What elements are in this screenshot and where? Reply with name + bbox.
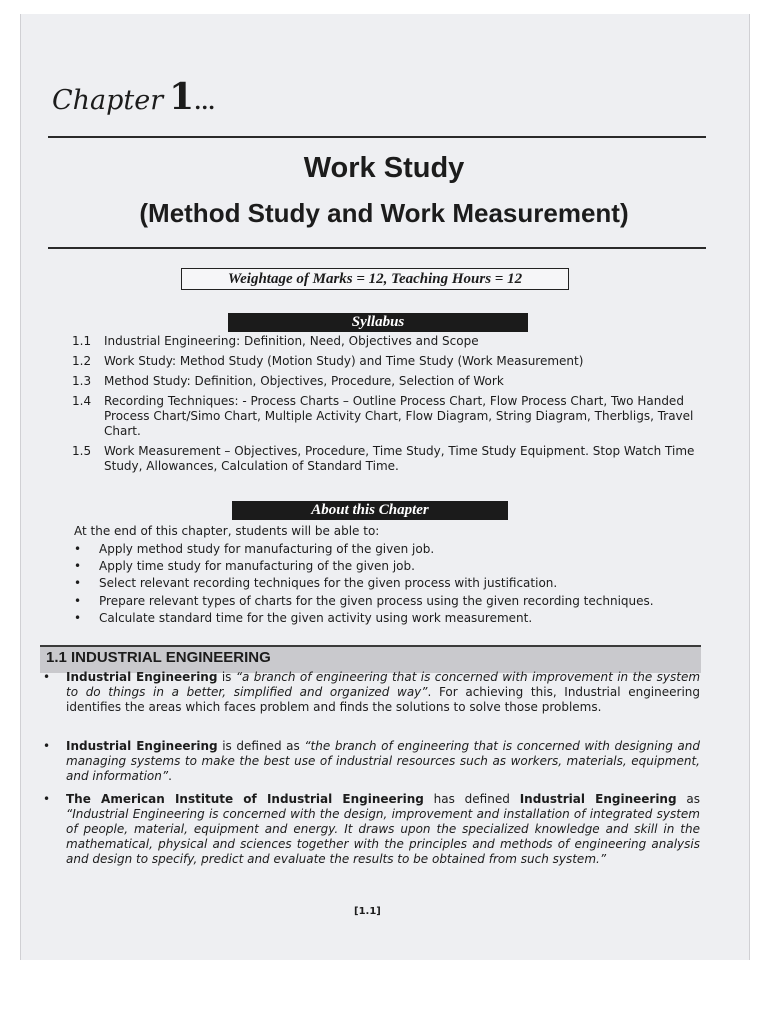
chapter-heading — [52, 76, 215, 118]
list-item-text: Prepare relevant types of charts for the given process using the given recording techniques. — [99, 594, 654, 608]
bullet-icon: • — [74, 576, 82, 590]
quote: “a branch of engineering that is concerned with improvement in the system to do things in a better, simplified and organized way” — [66, 670, 701, 699]
list-item-text: Calculate standard time for the given activity using work measurement. — [99, 611, 533, 625]
term: Industrial Engineering — [66, 670, 218, 684]
paragraph-definition-2: Industrial Engineering is defined as “the branch of engineering that is concerned with designing and managing systems to make the best use of industrial resources such as workers, materials, equipment, and information”. — [66, 739, 700, 783]
title-rule — [48, 247, 706, 249]
page-number: [1.1] — [354, 906, 381, 917]
syllabus-item-number: 1.3 — [72, 374, 92, 388]
bullet-icon: • — [43, 739, 51, 753]
section-heading: 1.1 INDUSTRIAL ENGINEERING — [46, 649, 271, 666]
chapter-word: Chapter — [52, 85, 164, 116]
list-item-text: Apply time study for manufacturing of the given job. — [99, 559, 415, 573]
about-intro: At the end of this chapter, students will be able to: — [74, 524, 380, 538]
bullet-icon: • — [74, 542, 82, 556]
chapter-dots: ... — [194, 90, 216, 114]
syllabus-banner: Syllabus — [228, 313, 528, 332]
bullet-icon: • — [43, 670, 51, 684]
term: Industrial Engineering — [66, 739, 218, 753]
syllabus-item — [72, 354, 702, 369]
list-item — [74, 593, 694, 609]
bullet-icon: • — [43, 792, 51, 806]
syllabus-item-number: 1.1 — [72, 334, 92, 348]
list-item — [74, 575, 694, 591]
quote: “the branch of engineering that is concerned with designing and managing systems to make the best use of industrial resources such as workers, materials, equipment, and information” — [66, 739, 700, 783]
about-banner: About this Chapter — [232, 501, 508, 520]
weightage-box: Weightage of Marks = 12, Teaching Hours = 12 — [181, 268, 569, 290]
syllabus-item — [72, 374, 702, 389]
syllabus-item-text: Industrial Engineering: Definition, Need, Objectives and Scope — [104, 334, 479, 348]
syllabus-item-text: Work Measurement – Objectives, Procedure, Time Study, Time Study Equipment. Stop Watch Time Study, Allowances, Calculation of Standard Time. — [104, 444, 695, 473]
list-item — [74, 558, 694, 574]
term: Industrial Engineering — [519, 792, 677, 806]
section-heading-bar — [40, 645, 701, 673]
syllabus-item-number: 1.4 — [72, 394, 92, 408]
syllabus-item — [72, 444, 702, 474]
syllabus-item-text: Method Study: Definition, Objectives, Procedure, Selection of Work — [104, 374, 504, 388]
syllabus-item-number: 1.5 — [72, 444, 92, 458]
list-item-text: Select relevant recording techniques for the given process with justification. — [99, 576, 558, 590]
term: The American Institute of Industrial Engineering — [66, 792, 424, 806]
bullet-icon: • — [74, 594, 82, 608]
paragraph-definition-1: Industrial Engineering is “a branch of engineering that is concerned with improvement in the system to do things in a better, simplified and organized way”. For achieving this, Industrial engineering identifies the areas which faces problem and finds the solutions to solve those problems. — [66, 670, 701, 714]
syllabus-item — [72, 334, 702, 349]
list-item — [74, 610, 694, 626]
syllabus-item — [72, 394, 702, 439]
syllabus-item-text: Work Study: Method Study (Motion Study) and Time Study (Work Measurement) — [104, 354, 584, 368]
list-item-text: Apply method study for manufacturing of the given job. — [99, 542, 435, 556]
list-item — [74, 541, 694, 557]
syllabus-item-text: Recording Techniques: - Process Charts – Outline Process Chart, Flow Process Chart, Two Handed Process Chart/Simo Chart, Multiple Activity Chart, Flow Diagram, String Diagram, Therbligs, Travel Chart. — [104, 394, 694, 438]
syllabus-item-number: 1.2 — [72, 354, 92, 368]
bullet-icon: • — [74, 611, 82, 625]
paragraph-definition-3: The American Institute of Industrial Engineering has defined Industrial Engineering as “Industrial Engineering is concerned with the design, improvement and installation of integrated system of people, material, equipment and energy. It draws upon the specialized knowledge and skill in the mathematical, physical and sciences together with the principles and methods of engineering analysis and design to specify, predict and evaluate the results to be obtained from such system.” — [66, 792, 701, 866]
page-title: Work Study — [303, 152, 465, 184]
bullet-icon: • — [74, 559, 82, 573]
top-rule — [48, 136, 706, 138]
page-subtitle: (Method Study and Work Measurement) — [139, 198, 629, 228]
chapter-number: 1 — [169, 76, 195, 118]
quote: “Industrial Engineering is concerned with the design, improvement and installation of integrated system of people, material, equipment and energy. It draws upon the specialized knowledge and skill in the mathematical, physical and sciences together with the principles and methods of engineering analysis and design to specify, predict and evaluate the results to be obtained from such system.” — [66, 807, 700, 866]
